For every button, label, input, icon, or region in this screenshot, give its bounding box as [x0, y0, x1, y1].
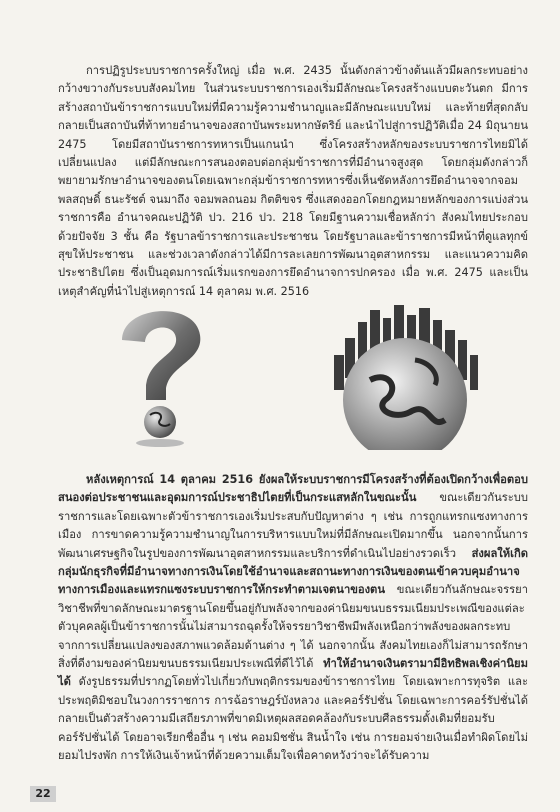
body-text-2: ขณะเดียวกันลักษณะจรรยาวิชาชีพที่ขาดลักษณะมาตรฐานโดยขึ้นอยู่กับพลังจากของค่านิยมขนบธรรมเนียมประเพณีของแต่ละตัวบุคคลผู้เป็นข้าราชการนั้นไม่สามารถฉุดรั้งให้จรรยาวิชาชีพมีพลังเหนือกว่าพลังของผลกระทบจากการเปลี่ยนแปลงของสภาพแวดล้อมด้านต่าง ๆ ได้ นอกจากนั้น สังคมไทยเองก็ไม่สามารถรักษาสิ่งที่ดีงามของค่านิยมขนบธรรมเนียมประเพณีที่ดีไว้ได้: [58, 583, 528, 671]
body-text-3: ดังรูปธรรมที่ปรากฏโดยทั่วไปเกี่ยวกับพฤติกรรมของข้าราชการไทย โดยเฉพาะการทุจริต และประพฤติมิชอบในวงการราชการ การฉ้อราษฎร์บังหลวง และคอร์รัปชั่น โดยเฉพาะการคอร์รัปชั่นได้กลายเป็นตัวสร้างความมีเสถียรภาพที่ขาดมิเหตุผลสอดคล้องกับระบบศีลธรรมดั้งเดิมที่ยอมรับคอร์รัปชั่นได้ โดยอาจเรียกชื่ออื่น ๆ เช่น คอมมิชชั่น สินน้ำใจ เช่น การยอมจ่ายเงินเมื่อทำผิดโดยไม่ยอมไปรงพัก การให้เงินเจ้าหน้าที่ด้วยความเต็มใจเพื่อคาดหวังว่าจะได้รับความ: [58, 675, 528, 763]
city-globe-image: [334, 305, 478, 450]
question-mark-globe-image: [122, 311, 200, 447]
highlight-text-2: ส่งผลให้เกิดกลุ่มนักธุรกิจที่มีอำนาจทางการเงินโดยใช้อำนาจและสถานะทางการเงินของตนเข้าควบคุมอำนาจทางการเมืองและแทรกแซงระบบราชการให้กระทำตามเจตนาของตน: [58, 546, 528, 597]
figure-illustrations: [100, 300, 530, 450]
paragraph-post-1973: [58, 471, 528, 766]
paragraph-reform: การปฏิรูประบบราชการครั้งใหญ่ เมื่อ พ.ศ. 2435 นั้นดังกล่าวข้างต้นแล้วมีผลกระทบอย่างกว้างขวางกับระบบสังคมไทย ในส่วนระบบราชการเองเริ่มมีลักษณะโครงสร้างแบบตะวันตก มีการสร้างสถาบันข้าราชการแบบใหม่ที่มีความรู้ความชำนาญและมีลักษณะแบบใหม่ และท้ายที่สุดกลับกลายเป็นสถาบันที่ท้าทายอำนาจของสถาบันพระมหากษัตริย์ และนำไปสู่การปฏิวัติเมื่อ 24 มิถุนายน 2475 โดยมีสถาบันราชการทหารเป็นแกนนำ ซึ่งโครงสร้างหลักของระบบราชการไทยมิได้เปลี่ยนแปลง แต่มีลักษณะการสนองตอบต่อกลุ่มข้าราชการที่มีอำนาจสูงสุด โดยกลุ่มดังกล่าวก็พยายามรักษาอำนาจของตนโดยเฉพาะกลุ่มข้าราชการทหารซึ่งเห็นชัดหลังการยึดอำนาจจากจอมพลสฤษดิ์ ธนะรัชต์ จนมาถึง จอมพลถนอม กิตติขจร ซึ่งแสดงออกโดยกฎหมายหลักของการแบ่งส่วนราชการคือ อำนาจคณะปฏิวัติ ปว. 216 ปว. 218 โดยมีฐานความเชื่อหลักว่า สังคมไทยประกอบด้วยปัจจัย 3 ชั้น คือ รัฐบาลข้าราชการและประชาชน โดยรัฐบาลและข้าราชการมีหน้าที่ดูแลทุกข์สุขให้ประชาชน และช่วงเวลาดังกล่าวได้มีการละเลยการพัฒนาอุตสาหกรรม และแนวความคิดประชาธิปไตย ซึ่งเป็นอุดมการณ์เริ่มแรกของการยึดอำนาจการปกครอง เมื่อ พ.ศ. 2475 และเป็นเหตุสำคัญที่นำไปสู่เหตุการณ์ 14 ตุลาคม พ.ศ. 2516: [58, 64, 528, 298]
highlight-text-3: ทำให้อำนาจเงินตรามามีอิทธิพลเชิงค่านิยมได้: [58, 657, 528, 689]
body-text-1: ขณะเดียวกันระบบราชการและโดยเฉพาะตัวข้าราชการเองเริ่มประสบกับปัญหาต่าง ๆ เช่น การถูกแทรกแซงทางการเมือง การขาดความรู้ความชำนาญในการบริหารแบบใหม่ที่มีลักษณะเปิดมากขึ้น นอกจากนั้นการพัฒนาเศรษฐกิจในรูปของการพัฒนาอุตสาหกรรมและบริการที่ดำเนินไปอย่างรวดเร็ว: [58, 491, 528, 560]
highlight-text-1: หลังเหตุการณ์ 14 ตุลาคม 2516 ยังผลให้ระบบราชการมีโครงสร้างที่ต้องเปิดกว้างเพื่อตอบสนองต่อประชาชนและอุดมการณ์ประชาธิปไตยที่เป็นกระแสหลักในขณะนั้น: [58, 473, 528, 505]
page-number: 22: [30, 786, 56, 802]
